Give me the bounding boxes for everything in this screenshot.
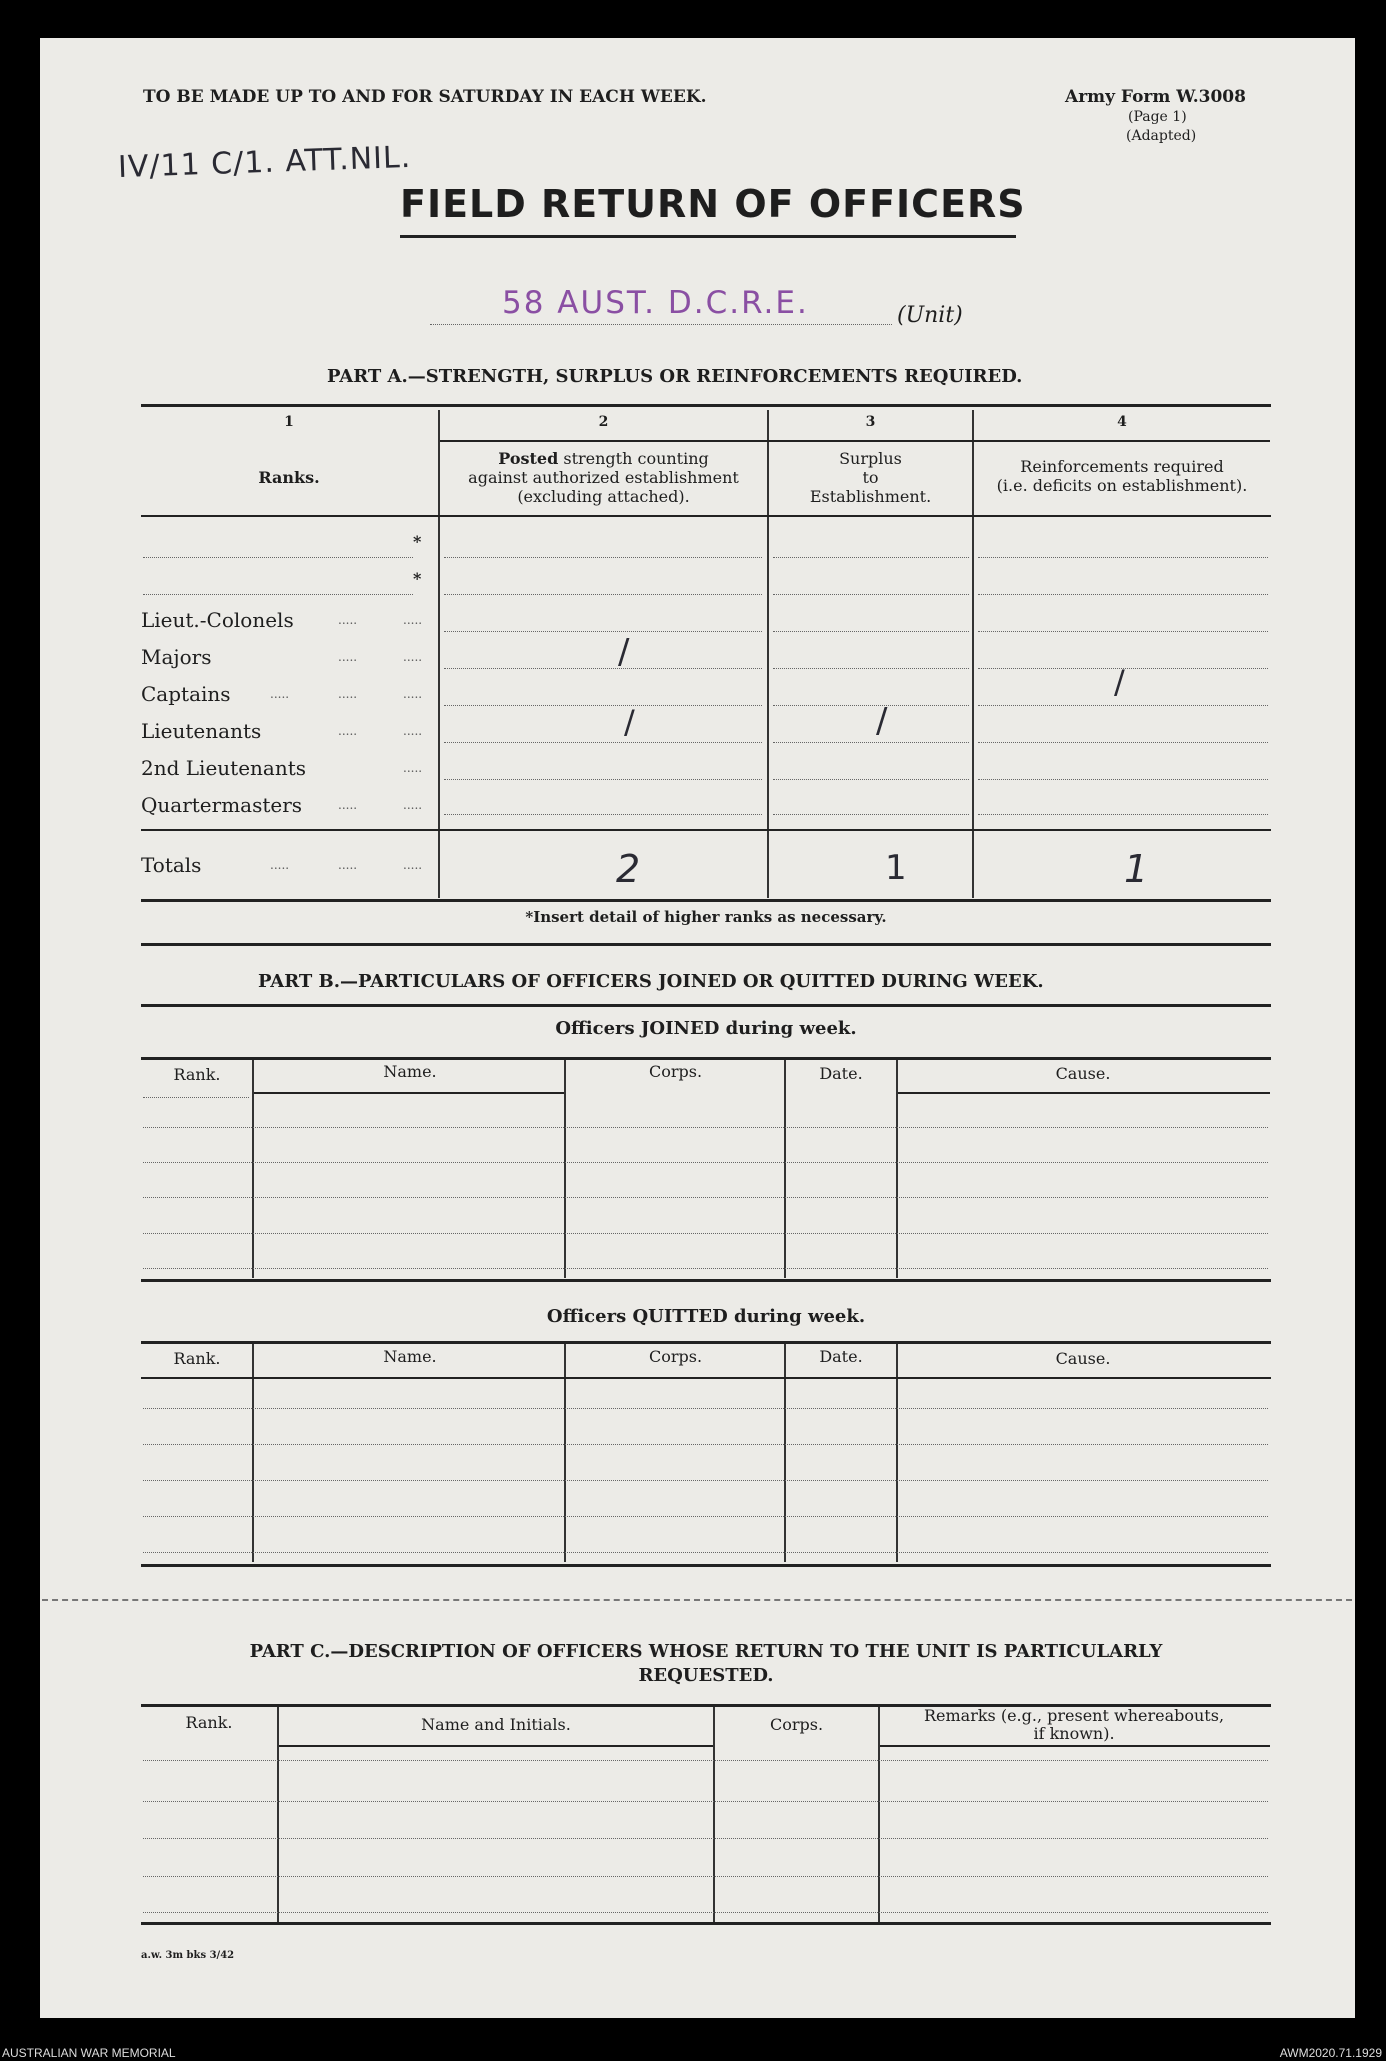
cell-dots xyxy=(773,668,969,669)
part-c-bottom-rule xyxy=(141,1922,1271,1925)
cell-dots xyxy=(444,814,762,815)
archive-footer-right: AWM2020.71.1929 xyxy=(1279,2046,1382,2060)
entry-total-reinf: 1 xyxy=(1124,847,1149,891)
archive-footer-left: AUSTRALIAN WAR MEMORIAL xyxy=(2,2046,176,2060)
form-title: FIELD RETURN OF OFFICERS xyxy=(400,182,1026,226)
cell-dots xyxy=(444,557,762,558)
row-dots xyxy=(143,557,413,558)
entry-total-posted: 2 xyxy=(616,847,641,891)
part-c-col-line xyxy=(878,1707,880,1922)
quitted-col-name: Name. xyxy=(383,1347,437,1366)
joined-row-dots xyxy=(143,1268,1268,1269)
leader-dots: ..... xyxy=(403,858,423,872)
quitted-table-bottom xyxy=(141,1564,1271,1567)
leader-dots: ..... xyxy=(338,724,358,738)
remarks-line1: Remarks (e.g., present whereabouts, xyxy=(923,1706,1225,1725)
part-c-col-corps: Corps. xyxy=(769,1715,824,1734)
cell-dots xyxy=(444,668,762,669)
quitted-row-dots xyxy=(143,1552,1268,1553)
part-c-heading-line2: REQUESTED. xyxy=(638,1665,774,1686)
header-sub-rule xyxy=(440,440,1270,442)
part-b-top-rule xyxy=(141,1004,1271,1007)
leader-dots: ..... xyxy=(270,858,290,872)
perforation-line xyxy=(42,1599,1352,1601)
posted-line2: against authorized establishment xyxy=(468,468,739,487)
surplus-line1: Surplus xyxy=(839,449,902,468)
instruction-text: TO BE MADE UP TO AND FOR SATURDAY IN EACH WEEK. xyxy=(143,87,707,107)
leader-dots: ..... xyxy=(403,650,423,664)
totals-label: Totals xyxy=(141,853,202,877)
rank-majors: Majors xyxy=(141,645,212,669)
col-number-3: 3 xyxy=(865,414,876,430)
col-number-4: 4 xyxy=(1117,414,1127,430)
col-posted-header xyxy=(440,449,767,506)
cell-dots xyxy=(444,705,762,706)
joined-col-corps: Corps. xyxy=(648,1062,703,1081)
leader-dots: ..... xyxy=(270,687,290,701)
part-b-heading: PART B.—PARTICULARS OF OFFICERS JOINED OR QUITTED DURING WEEK. xyxy=(258,971,1044,992)
leader-dots: ..... xyxy=(403,761,423,775)
col-surplus-header xyxy=(769,449,972,506)
posted-line3: (excluding attached). xyxy=(517,487,690,506)
part-c-col-rank: Rank. xyxy=(185,1713,233,1732)
leader-dots: ..... xyxy=(403,613,423,627)
leader-dots: ..... xyxy=(403,687,423,701)
entry-lieutenants-posted: / xyxy=(624,703,635,741)
row-dots xyxy=(143,594,413,595)
leader-dots: ..... xyxy=(338,613,358,627)
quitted-row-dots xyxy=(143,1516,1268,1517)
joined-row-dots xyxy=(143,1127,1268,1128)
part-c-col-line xyxy=(277,1707,279,1922)
rank-lieutenants: Lieutenants xyxy=(141,719,262,743)
unit-label: (Unit) xyxy=(897,303,963,328)
part-c-row-dots xyxy=(143,1760,1268,1761)
leader-dots: ..... xyxy=(403,724,423,738)
joined-heading: Officers JOINED during week. xyxy=(555,1018,857,1039)
cell-dots xyxy=(773,814,969,815)
cell-dots xyxy=(444,631,762,632)
cell-dots xyxy=(978,742,1268,743)
rank-lieut-colonels: Lieut.-Colonels xyxy=(141,608,294,632)
part-c-row-dots xyxy=(143,1801,1268,1802)
quitted-heading: Officers QUITTED during week. xyxy=(546,1306,866,1327)
cell-dots xyxy=(773,631,969,632)
unit-stamp: 58 AUST. D.C.R.E. xyxy=(502,285,809,321)
cell-dots xyxy=(978,557,1268,558)
joined-col-name: Name. xyxy=(383,1062,437,1081)
cell-dots xyxy=(773,742,969,743)
adapted-label: (Adapted) xyxy=(1126,128,1197,144)
quitted-row-dots xyxy=(143,1444,1268,1445)
totals-rule xyxy=(141,829,1271,831)
joined-row-dots xyxy=(143,1197,1268,1198)
asterisk-2: * xyxy=(413,569,422,588)
cell-dots xyxy=(773,594,969,595)
joined-table-bottom xyxy=(141,1279,1271,1282)
rank-captains: Captains xyxy=(141,682,231,706)
cell-dots xyxy=(444,594,762,595)
title-underline xyxy=(400,235,1016,238)
col-number-2: 2 xyxy=(598,414,609,430)
cell-dots xyxy=(978,705,1268,706)
posted-rest: strength counting xyxy=(558,449,709,468)
joined-col-line xyxy=(784,1060,786,1278)
cell-dots xyxy=(978,594,1268,595)
cell-dots xyxy=(773,705,969,706)
cell-dots xyxy=(978,779,1268,780)
header-bottom-rule xyxy=(141,515,1271,517)
entry-majors-posted: / xyxy=(618,632,630,672)
reinf-line1: Reinforcements required xyxy=(1020,457,1224,476)
leader-dots: ..... xyxy=(338,858,358,872)
part-c-heading-line1: PART C.—DESCRIPTION OF OFFICERS WHOSE RETURN TO THE UNIT IS PARTICULARLY xyxy=(249,1641,1163,1662)
joined-row-dots xyxy=(143,1162,1268,1163)
quitted-subrule xyxy=(141,1377,1271,1379)
remarks-line2: if known). xyxy=(1033,1724,1115,1743)
leader-dots: ..... xyxy=(403,798,423,812)
asterisk-1: * xyxy=(413,532,422,551)
page-number: (Page 1) xyxy=(1128,109,1187,125)
quitted-col-date: Date. xyxy=(819,1347,863,1366)
part-c-heading xyxy=(141,1640,1271,1688)
entry-total-surplus: 1 xyxy=(885,848,907,888)
joined-table-top xyxy=(141,1057,1271,1060)
part-a-bottom-rule xyxy=(141,899,1271,902)
entry-captains-reinf: / xyxy=(1114,663,1125,701)
leader-dots: ..... xyxy=(338,687,358,701)
joined-subrule xyxy=(254,1092,564,1094)
entry-lieutenants-surplus: / xyxy=(876,701,888,741)
quitted-row-dots xyxy=(143,1408,1268,1409)
part-c-row-dots xyxy=(143,1912,1268,1913)
cell-dots xyxy=(444,742,762,743)
quitted-row-dots xyxy=(143,1480,1268,1481)
posted-bold: Posted xyxy=(498,449,559,468)
joined-subrule xyxy=(898,1092,1270,1094)
joined-col-line xyxy=(564,1060,566,1278)
part-a-heading: PART A.—STRENGTH, SURPLUS OR REINFORCEMENTS REQUIRED. xyxy=(327,366,1023,387)
cell-dots xyxy=(773,779,969,780)
reinf-line2: (i.e. deficits on establishment). xyxy=(996,476,1248,495)
col-ranks-header: Ranks. xyxy=(258,468,320,487)
part-c-col-line xyxy=(713,1707,715,1922)
part-a-top-rule xyxy=(141,404,1271,407)
joined-col-rank: Rank. xyxy=(173,1065,221,1084)
part-c-row-dots xyxy=(143,1838,1268,1839)
unit-dotted-line xyxy=(430,324,892,325)
cell-dots xyxy=(978,631,1268,632)
part-c-col-remarks xyxy=(880,1707,1268,1743)
quitted-col-rank: Rank. xyxy=(173,1349,221,1368)
form-number: Army Form W.3008 xyxy=(1065,87,1246,107)
cell-dots xyxy=(444,779,762,780)
surplus-line2: to xyxy=(862,468,879,487)
cell-dots xyxy=(773,557,969,558)
col-reinf-header xyxy=(974,457,1270,495)
quitted-col-corps: Corps. xyxy=(648,1347,703,1366)
col-number-1: 1 xyxy=(284,414,294,430)
leader-dots: ..... xyxy=(338,650,358,664)
leader-dots: ..... xyxy=(338,798,358,812)
part-c-row-dots xyxy=(143,1876,1268,1877)
part-a-end-rule xyxy=(141,943,1271,946)
joined-col-date: Date. xyxy=(819,1064,863,1083)
joined-row-dots xyxy=(143,1097,249,1098)
handwritten-note: IV/11 C/1. ATT.NIL. xyxy=(117,139,412,186)
joined-col-cause: Cause. xyxy=(1055,1064,1111,1083)
quitted-col-cause: Cause. xyxy=(1055,1349,1111,1368)
rank-2nd-lieutenants: 2nd Lieutenants xyxy=(141,756,307,780)
printer-mark: a.w. 3m bks 3/42 xyxy=(141,1950,235,1961)
cell-dots xyxy=(978,814,1268,815)
part-c-subrule xyxy=(880,1745,1270,1747)
joined-row-dots xyxy=(143,1233,1268,1234)
rank-quartermasters: Quartermasters xyxy=(141,793,303,817)
part-c-col-name: Name and Initials. xyxy=(421,1715,571,1734)
surplus-line3: Establishment. xyxy=(809,487,932,506)
part-c-subrule xyxy=(279,1745,713,1747)
part-a-footnote: *Insert detail of higher ranks as necessary. xyxy=(525,908,887,926)
quitted-table-top xyxy=(141,1341,1271,1344)
